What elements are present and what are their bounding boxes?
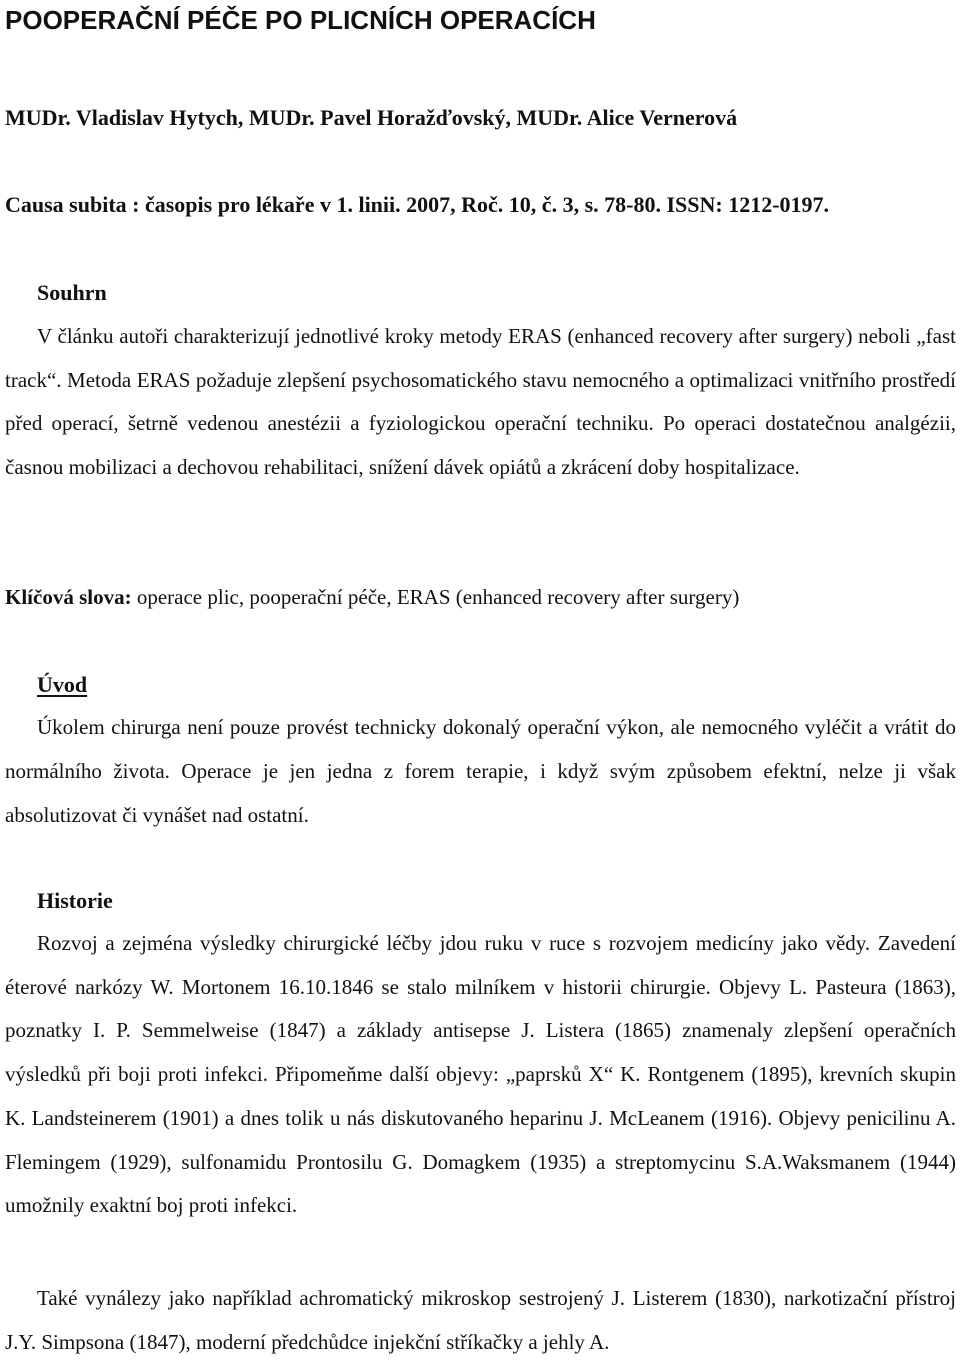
history-continuation-paragraph: Také vynálezy jako například achromatický mikroskop sestrojený J. Listerem (1830), narkotizační přístroj J.Y. Simpsona (1847), moderní předchůdce injekční stříkačky a jehly A.	[5, 1286, 956, 1354]
summary-paragraph: V článku autoři charakterizují jednotlivé kroky metody ERAS (enhanced recovery after surgery) neboli „fast track“. Metoda ERAS požaduje zlepšení psychosomatického stavu nemocného a optimalizaci vnitřního prostředí před operací, šetrně vedenou anestézii a fyziologickou operační techniku. Po operaci dostatečnou analgézii, časnou mobilizaci a dechovou rehabilitaci, snížení dávek opiátů a zkrácení doby hospitalizace.	[5, 324, 956, 480]
keywords-line	[5, 582, 956, 612]
history-paragraph: Rozvoj a zejména výsledky chirurgické léčby jdou ruku v ruce s rozvojem medicíny jako vědy. Zavedení éterové narkózy W. Mortonem 16.10.1846 se stalo milníkem v historii chirurgie. Objevy L. Pasteura (1863), poznatky I. P. Semmelweise (1847) a základy antisepse J. Listera (1865) znamenaly zlepšení operačních výsledků při boji proti infekci. Připomeňme další objevy: „paprsků X“ K. Rontgenem (1895), krevních skupin K. Landsteinerem (1901) a dnes tolik u nás diskutovaného heparinu J. McLeanem (1916). Objevy penicilinu A. Flemingem (1929), sulfonamidu Prontosilu G. Domagkem (1935) a streptomycinu S.A.Waksmanem (1944) umožnily exaktní boj proti infekci.	[5, 931, 956, 1218]
citation-line: Causa subita : časopis pro lékaře v 1. linii. 2007, Roč. 10, č. 3, s. 78-80. ISSN: 1212-0197.	[5, 192, 830, 217]
keywords-text: operace plic, pooperační péče, ERAS (enhanced recovery after surgery)	[131, 585, 740, 609]
intro-paragraph: Úkolem chirurga není pouze provést technicky dokonalý operační výkon, ale nemocného vyléčit a vrátit do normálního života. Operace je jen jedna z forem terapie, i když svým způsobem efektní, nelze ji však absolutizovat či vynášet nad ostatní.	[5, 715, 956, 827]
intro-heading: Úvod	[37, 672, 88, 697]
history-heading: Historie	[37, 888, 113, 913]
document-title: POOPERAČNÍ PÉČE PO PLICNÍCH OPERACÍCH	[5, 5, 596, 35]
authors-line: MUDr. Vladislav Hytych, MUDr. Pavel Horažďovský, MUDr. Alice Vernerová	[5, 105, 738, 130]
summary-heading: Souhrn	[37, 280, 107, 305]
keywords-label: Klíčová slova:	[5, 585, 132, 609]
